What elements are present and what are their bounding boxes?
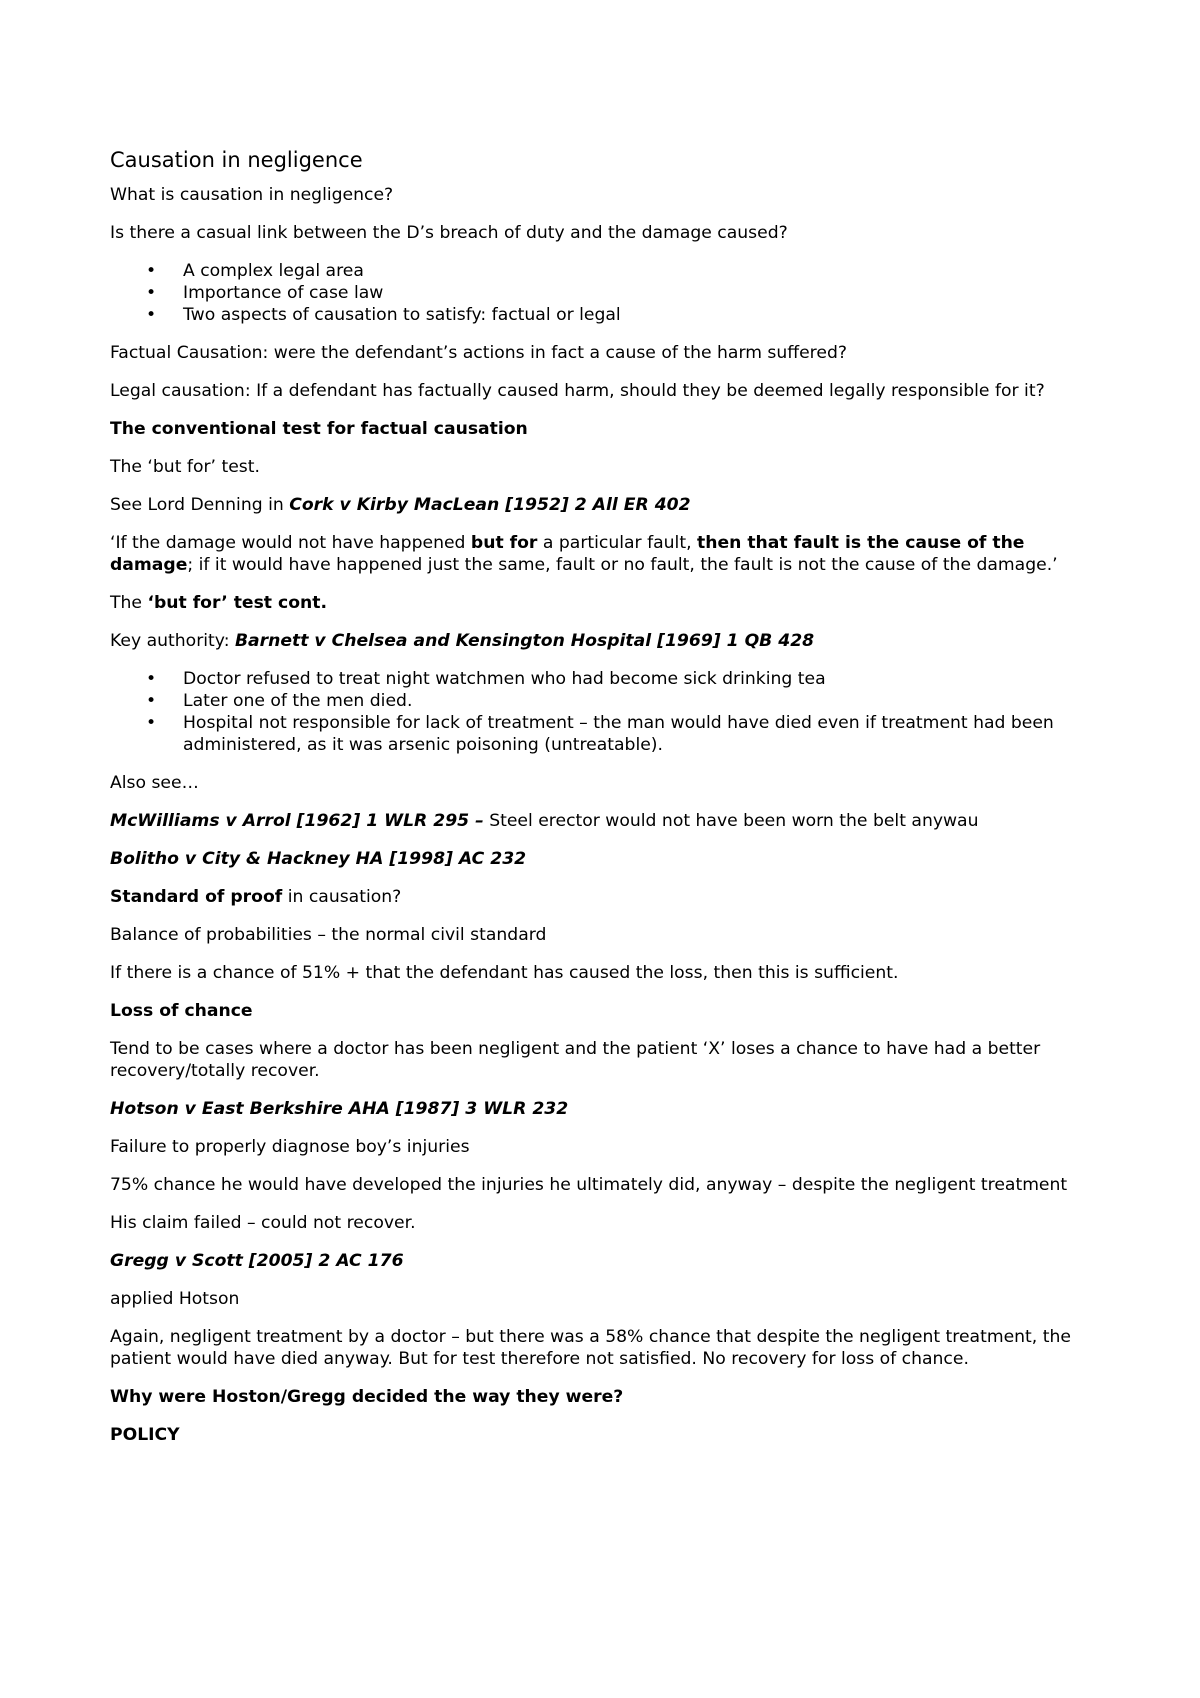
quote-bold: then that fault is the cause of the damage — [110, 533, 1025, 575]
also-see-paragraph: Also see… — [110, 773, 199, 793]
heading-text: POLICY — [110, 1425, 180, 1445]
case-citation: Barnett v Chelsea and Kensington Hospital [1969] 1 QB 428 — [234, 631, 815, 651]
mcwilliams-paragraph — [110, 810, 1110, 832]
chance-75-paragraph: 75% chance he would have developed the injuries he ultimately did, anyway – despite the negligent treatment — [110, 1175, 1068, 1195]
document-title: Causation in negligence — [110, 148, 363, 172]
quote-part: a particular fault, — [537, 533, 698, 553]
case-citation: Bolitho v City & Hackney HA [1998] AC 232 — [110, 849, 527, 869]
balance-paragraph: Balance of probabilities – the normal civil standard — [110, 925, 547, 945]
case-citation: Cork v Kirby MacLean [1952] 2 All ER 402 — [289, 495, 691, 515]
quote-part: ; if it would have happened just the same, fault or no fault, the fault is not the cause of the damage.’ — [187, 555, 1058, 575]
list-item: • Doctor refused to treat night watchmen who had become sick drinking tea — [183, 668, 1110, 690]
heading-prefix: The — [110, 593, 148, 613]
case-citation: Hotson v East Berkshire AHA [1987] 3 WLR 232 — [110, 1099, 569, 1119]
gregg-paragraph — [110, 1250, 1110, 1272]
key-authority-paragraph — [110, 630, 1110, 652]
question-link: Is there a casual link between the D’s breach of duty and the damage caused? — [110, 223, 788, 243]
but-for-cont-heading — [110, 592, 1110, 614]
factual-causation-paragraph: Factual Causation: were the defendant’s actions in fact a cause of the harm suffered? — [110, 343, 847, 363]
standard-bold: Standard of proof — [110, 887, 283, 907]
legal-causation-paragraph: Legal causation: If a defendant has factually caused harm, should they be deemed legally responsible for it? — [110, 381, 1045, 401]
barnett-facts-list — [110, 668, 1110, 756]
claim-failed-paragraph: His claim failed – could not recover. — [110, 1213, 416, 1233]
chance-51-paragraph: If there is a chance of 51% + that the defendant has caused the loss, then this is sufficient. — [110, 963, 899, 983]
policy-heading — [110, 1424, 1110, 1446]
failure-paragraph: Failure to properly diagnose boy’s injuries — [110, 1137, 470, 1157]
heading-bold: ‘but for’ test cont. — [147, 593, 327, 613]
why-heading — [110, 1386, 1110, 1408]
see-prefix: See Lord Denning in — [110, 495, 290, 515]
standard-text: in causation? — [282, 887, 402, 907]
document-body — [110, 146, 1110, 1462]
list-item: • Importance of case law — [183, 282, 1110, 304]
heading-text: The conventional test for factual causation — [110, 419, 528, 439]
list-item: • A complex legal area — [183, 260, 1110, 282]
denning-quote — [110, 532, 1110, 576]
list-item: • Later one of the men died. — [183, 690, 1110, 712]
applied-paragraph: applied Hotson — [110, 1289, 240, 1309]
quote-part: ‘If the damage would not have happened — [110, 533, 471, 553]
question-causation: What is causation in negligence? — [110, 185, 394, 205]
key-authority-prefix: Key authority: — [110, 631, 235, 651]
case-citation: McWilliams v Arrol [1962] 1 WLR 295 – — [110, 811, 484, 831]
but-for-test-paragraph: The ‘but for’ test. — [110, 457, 260, 477]
quote-bold: but for — [470, 533, 538, 553]
bolitho-paragraph — [110, 848, 1110, 870]
see-denning-paragraph — [110, 494, 1110, 516]
heading-text: Loss of chance — [110, 1001, 253, 1021]
standard-of-proof-paragraph — [110, 886, 1110, 908]
loss-of-chance-heading — [110, 1000, 1110, 1022]
list-item: • Hospital not responsible for lack of treatment – the man would have died even if treatment had been administered, as it was arsenic poisoning (untreatable). — [183, 712, 1110, 756]
case-citation: Gregg v Scott [2005] 2 AC 176 — [110, 1251, 404, 1271]
case-note: Steel erector would not have been worn the belt anywau — [483, 811, 979, 831]
heading-text: Why were Hoston/Gregg decided the way they were? — [110, 1387, 624, 1407]
hotson-paragraph — [110, 1098, 1110, 1120]
list-item: • Two aspects of causation to satisfy: factual or legal — [183, 304, 1110, 326]
conventional-test-heading — [110, 418, 1110, 440]
tend-paragraph: Tend to be cases where a doctor has been negligent and the patient ‘X’ loses a chance to have had a better recovery/totally recover. — [110, 1039, 1041, 1081]
again-paragraph: Again, negligent treatment by a doctor – but there was a 58% chance that despite the negligent treatment, the patient would have died anyway. But for test therefore not satisfied. No recovery for loss of chance. — [110, 1327, 1071, 1369]
aspects-list — [110, 260, 1110, 326]
